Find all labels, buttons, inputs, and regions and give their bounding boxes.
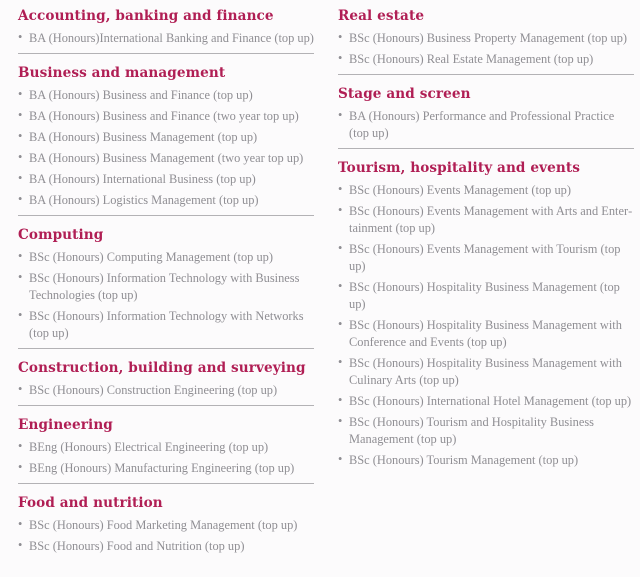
columns: [18, 8, 634, 559]
course-category-section: [338, 160, 634, 469]
course-name: BA (Honours) International Business (top up): [29, 172, 256, 186]
course-list: [338, 108, 634, 142]
course-name: BSc (Honours) Hospitality Business Management with Conference and Events (top up): [349, 318, 622, 349]
course-name: BSc (Honours) Events Management (top up): [349, 183, 571, 197]
bullet-icon: •: [338, 452, 343, 466]
section-divider: [18, 405, 314, 406]
course-category-section: [18, 360, 314, 406]
category-title: Accounting, banking and finance: [18, 8, 274, 24]
course-name: BSc (Honours) Business Property Management (top up): [349, 31, 628, 45]
course-category-section: [18, 227, 314, 349]
course-item: [338, 279, 634, 313]
bullet-icon: •: [18, 538, 23, 552]
course-name: BSc (Honours) Food Marketing Management (top up): [29, 518, 298, 532]
course-name: BEng (Honours) Electrical Engineering (top up): [29, 440, 269, 454]
section-divider: [338, 74, 634, 75]
course-name: BSc (Honours) Information Technology with Networks (top up): [29, 309, 304, 340]
course-name: BA (Honours) Logistics Management (top up): [29, 193, 259, 207]
bullet-icon: •: [338, 51, 343, 65]
category-title: Stage and screen: [338, 86, 471, 102]
course-name: BSc (Honours) Events Management with Tourism (top up): [349, 242, 621, 273]
category-title: Engineering: [18, 417, 113, 433]
bullet-icon: •: [338, 182, 343, 196]
bullet-icon: •: [18, 87, 23, 101]
course-name: BA (Honours) Business and Finance (top up): [29, 88, 253, 102]
course-category-section: [18, 495, 314, 555]
category-title: Tourism, hospitality and events: [338, 160, 580, 176]
course-name: BSc (Honours) Tourism Management (top up): [349, 453, 579, 467]
bullet-icon: •: [18, 150, 23, 164]
category-title: Computing: [18, 227, 104, 243]
course-item: [18, 150, 314, 167]
bullet-icon: •: [338, 30, 343, 44]
course-name: BSc (Honours) Events Management with Arts and Entertainment (top up): [349, 204, 633, 235]
course-name: BSc (Honours) Hospitality Business Management with Culinary Arts (top up): [349, 356, 622, 387]
course-item: [18, 192, 314, 209]
course-item: [338, 414, 634, 448]
bullet-icon: •: [338, 203, 343, 217]
course-category-section: [18, 8, 314, 54]
course-name: BA (Honours) Performance and Professional Practice (top up): [349, 109, 615, 140]
course-item: [338, 30, 634, 47]
bullet-icon: •: [18, 460, 23, 474]
course-name: BSc (Honours) Tourism and Hospitality Business Management (top up): [349, 415, 594, 446]
course-name: BSc (Honours) International Hotel Management (top up): [349, 394, 632, 408]
course-list: [18, 30, 314, 47]
course-list: [18, 87, 314, 209]
bullet-icon: •: [338, 414, 343, 428]
bullet-icon: •: [18, 249, 23, 263]
right-column: [338, 8, 634, 559]
course-item: [18, 30, 314, 47]
course-name: BA (Honours) Business Management (two year top up): [29, 151, 304, 165]
course-list: [18, 249, 314, 342]
course-name: BSc (Honours) Hospitality Business Management (top up): [349, 280, 620, 311]
course-item: [338, 452, 634, 469]
bullet-icon: •: [18, 517, 23, 531]
course-list: [18, 439, 314, 477]
course-item: [18, 382, 314, 399]
left-column: [18, 8, 314, 559]
course-name: BSc (Honours) Information Technology with Business Technologies (top up): [29, 271, 300, 302]
bullet-icon: •: [338, 279, 343, 293]
course-item: [18, 439, 314, 456]
course-item: [338, 241, 634, 275]
course-category-section: [338, 86, 634, 149]
course-item: [18, 129, 314, 146]
section-divider: [18, 348, 314, 349]
category-title: Construction, building and surveying: [18, 360, 306, 376]
section-divider: [18, 215, 314, 216]
section-divider: [18, 483, 314, 484]
category-title: Business and management: [18, 65, 226, 81]
course-name: BEng (Honours) Manufacturing Engineering (top up): [29, 461, 295, 475]
course-item: [338, 51, 634, 68]
course-category-section: [18, 65, 314, 216]
bullet-icon: •: [338, 355, 343, 369]
bullet-icon: •: [18, 30, 23, 44]
bullet-icon: •: [18, 439, 23, 453]
course-item: [18, 460, 314, 477]
course-item: [18, 517, 314, 534]
course-item: [18, 270, 314, 304]
bullet-icon: •: [338, 393, 343, 407]
course-name: BA (Honours) Business Management (top up): [29, 130, 258, 144]
bullet-icon: •: [18, 171, 23, 185]
section-divider: [18, 53, 314, 54]
bullet-icon: •: [18, 308, 23, 322]
course-item: [338, 182, 634, 199]
course-item: [18, 249, 314, 266]
bullet-icon: •: [338, 241, 343, 255]
course-item: [18, 538, 314, 555]
section-divider: [338, 148, 634, 149]
course-item: [338, 317, 634, 351]
course-list: [338, 182, 634, 469]
bullet-icon: •: [338, 317, 343, 331]
course-list: [338, 30, 634, 68]
course-name: BSc (Honours) Real Estate Management (top up): [349, 52, 594, 66]
course-category-section: [18, 417, 314, 484]
course-item: [18, 108, 314, 125]
course-name: BSc (Honours) Computing Management (top up): [29, 250, 273, 264]
course-item: [18, 171, 314, 188]
course-list: [18, 382, 314, 399]
category-title: Real estate: [338, 8, 425, 24]
bullet-icon: •: [18, 192, 23, 206]
course-item: [338, 355, 634, 389]
course-name: BSc (Honours) Construction Engineering (top up): [29, 383, 278, 397]
course-item: [338, 203, 634, 237]
bullet-icon: •: [18, 270, 23, 284]
bullet-icon: •: [338, 108, 343, 122]
course-list: [18, 517, 314, 555]
category-title: Food and nutrition: [18, 495, 163, 511]
course-item: [18, 308, 314, 342]
bullet-icon: •: [18, 382, 23, 396]
course-category-section: [338, 8, 634, 75]
bullet-icon: •: [18, 108, 23, 122]
course-item: [338, 393, 634, 410]
course-name: BSc (Honours) Food and Nutrition (top up): [29, 539, 245, 553]
course-name: BA (Honours)International Banking and Finance (top up): [29, 31, 314, 45]
course-item: [18, 87, 314, 104]
bullet-icon: •: [18, 129, 23, 143]
course-name: BA (Honours) Business and Finance (two year top up): [29, 109, 299, 123]
course-item: [338, 108, 634, 142]
